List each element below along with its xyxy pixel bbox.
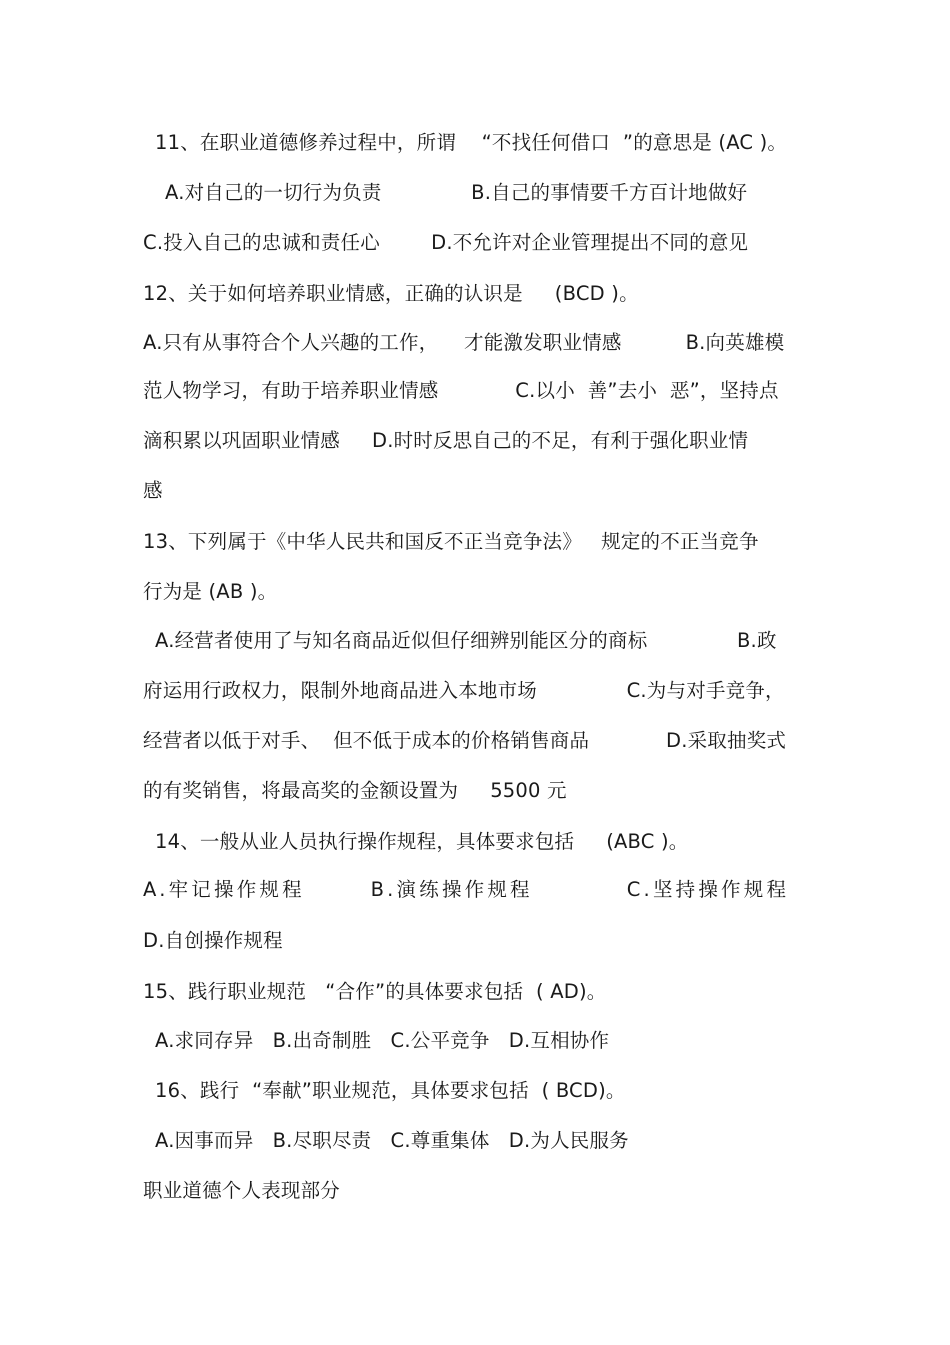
question-12-options-line-3: 滴积累以巩固职业情感 D.时时反思自己的不足，有利于强化职业情: [143, 429, 749, 452]
question-14-options-abc: A.牢记操作规程 B.演练操作规程 C.坚持操作规程: [143, 878, 790, 901]
question-11-options-cd: C.投入自己的忠诚和责任心 D.不允许对企业管理提出不同的意见: [143, 231, 749, 254]
question-12-options-line-2: 范人物学习，有助于培养职业情感 C.以小 善”去小 恶”，坚持点: [143, 379, 779, 402]
question-12-stem: 12、关于如何培养职业情感，正确的认识是 (BCD )。: [143, 282, 639, 305]
question-13-options-line-4: 的有奖销售，将最高奖的金额设置为 5500 元: [143, 779, 567, 802]
question-12-options-line-4: 感: [143, 479, 163, 502]
question-14-stem: 14、一般从业人员执行操作规程，具体要求包括 (ABC )。: [155, 830, 689, 853]
question-15-options: A.求同存异 B.出奇制胜 C.公平竞争 D.互相协作: [155, 1029, 610, 1052]
question-13-options-line-2: 府运用行政权力，限制外地商品进入本地市场 C.为与对手竞争，: [143, 679, 785, 702]
question-12-options-line-1: A.只有从事符合个人兴趣的工作， 才能激发职业情感 B.向英雄模: [143, 331, 785, 354]
question-13-options-line-1: A.经营者使用了与知名商品近似但仔细辨别能区分的商标 B.政: [155, 629, 777, 652]
section-heading: 职业道德个人表现部分: [143, 1179, 341, 1202]
question-16-stem: 16、践行 “奉献”职业规范，具体要求包括 ( BCD)。: [155, 1079, 626, 1102]
question-13-options-line-3: 经营者以低于对手、 但不低于成本的价格销售商品 D.采取抽奖式: [143, 729, 787, 752]
question-15-stem: 15、践行职业规范 “合作”的具体要求包括 ( AD)。: [143, 980, 607, 1003]
question-11-options-ab: A.对自己的一切行为负责 B.自己的事情要千方百计地做好: [165, 181, 748, 204]
question-16-options: A.因事而异 B.尽职尽责 C.尊重集体 D.为人民服务: [155, 1129, 629, 1152]
question-13-stem-line-1: 13、下列属于《中华人民共和国反不正当竞争法》 规定的不正当竞争: [143, 530, 759, 553]
question-11-stem: 11、在职业道德修养过程中，所谓 “不找任何借口 ”的意思是 (AC )。: [155, 131, 788, 154]
question-13-stem-line-2: 行为是 (AB )。: [143, 580, 278, 603]
question-14-option-d: D.自创操作规程: [143, 929, 283, 952]
